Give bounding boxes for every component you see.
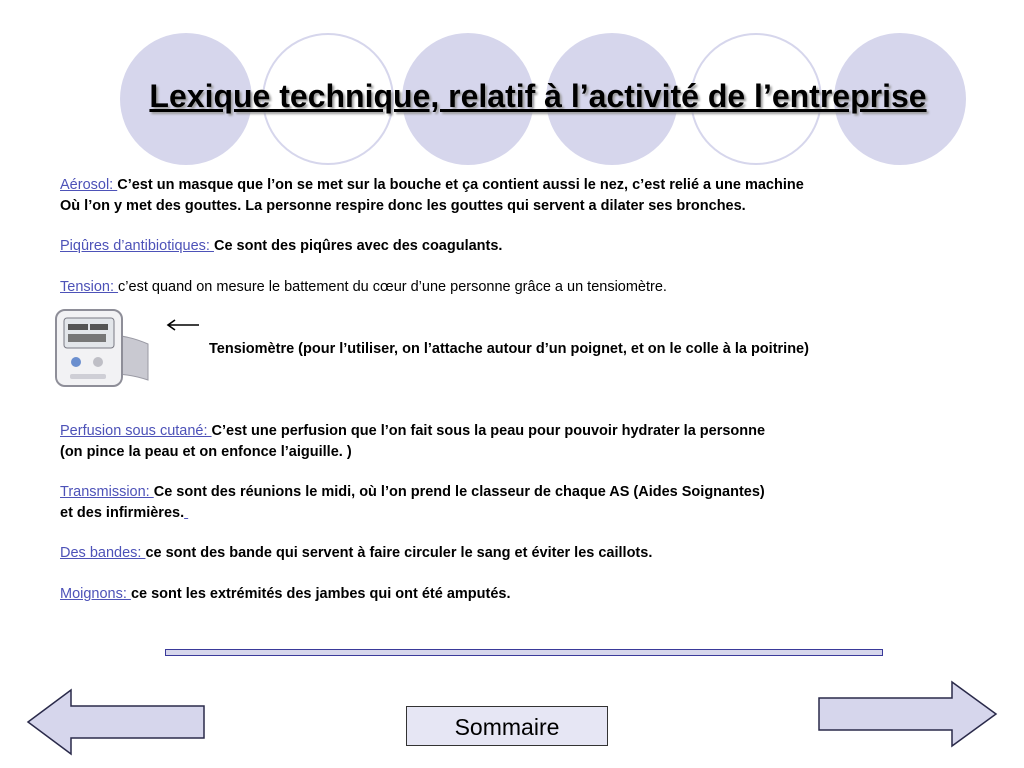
tensiometer-caption: Tensiomètre (pour l’utiliser, on l’attache autour d’un poignet, et on le colle à la poitrine) <box>209 341 809 357</box>
term-moignons[interactable]: Moignons: <box>60 586 131 602</box>
term-tension[interactable]: Tension: <box>60 279 119 295</box>
definition-tension: c’est quand on mesure le battement du cœur d’une personne grâce a un tensiomètre. <box>118 279 667 295</box>
term-piqures[interactable]: Piqûres d’antibiotiques: <box>60 238 214 254</box>
entry-piqures <box>60 236 502 257</box>
transmission-link-underscore <box>184 505 188 521</box>
term-transmission[interactable]: Transmission: <box>60 484 154 500</box>
definition-transmission-2: et des infirmières. <box>60 505 185 521</box>
entry-tension <box>60 277 667 298</box>
definition-bandes: ce sont des bande qui servent à faire circuler le sang et éviter les caillots. <box>145 545 653 561</box>
definition-piqures: Ce sont des piqûres avec des coagulants. <box>213 238 503 254</box>
page-title: Lexique technique, relatif à l’activité de l’entreprise <box>149 78 927 114</box>
definition-perfusion-2: (on pince la peau et on enfonce l’aiguille. ) <box>60 444 352 460</box>
left-pointer-arrow-icon <box>165 318 201 332</box>
next-arrow-button[interactable] <box>816 680 1000 748</box>
entry-bandes <box>60 543 652 564</box>
term-bandes[interactable]: Des bandes: <box>60 545 146 561</box>
definition-transmission: Ce sont des réunions le midi, où l’on prend le classeur de chaque AS (Aides Soignantes) <box>153 484 765 500</box>
entry-perfusion <box>60 421 765 463</box>
definition-aerosol-2: Où l’on y met des gouttes. La personne respire donc les gouttes qui servent a dilater ses bronches. <box>60 198 746 214</box>
definition-perfusion: C’est une perfusion que l’on fait sous la peau pour pouvoir hydrater la personne <box>211 423 766 439</box>
sommaire-button[interactable]: Sommaire <box>406 706 608 746</box>
right-arrow-icon <box>819 682 996 746</box>
entry-aerosol <box>60 175 804 217</box>
back-arrow-button[interactable] <box>26 688 208 756</box>
left-arrow-icon <box>28 690 204 754</box>
entry-moignons <box>60 584 511 605</box>
term-aerosol[interactable]: Aérosol: <box>60 177 118 193</box>
term-perfusion[interactable]: Perfusion sous cutané: <box>60 423 212 439</box>
definition-aerosol: C’est un masque que l’on se met sur la bouche et ça contient aussi le nez, c’est relié a une machine <box>117 177 804 193</box>
divider-bar <box>165 649 883 656</box>
entry-transmission <box>60 482 765 524</box>
tensiometer-image <box>50 302 155 394</box>
definition-moignons: ce sont les extrémités des jambes qui ont été amputés. <box>130 586 511 602</box>
